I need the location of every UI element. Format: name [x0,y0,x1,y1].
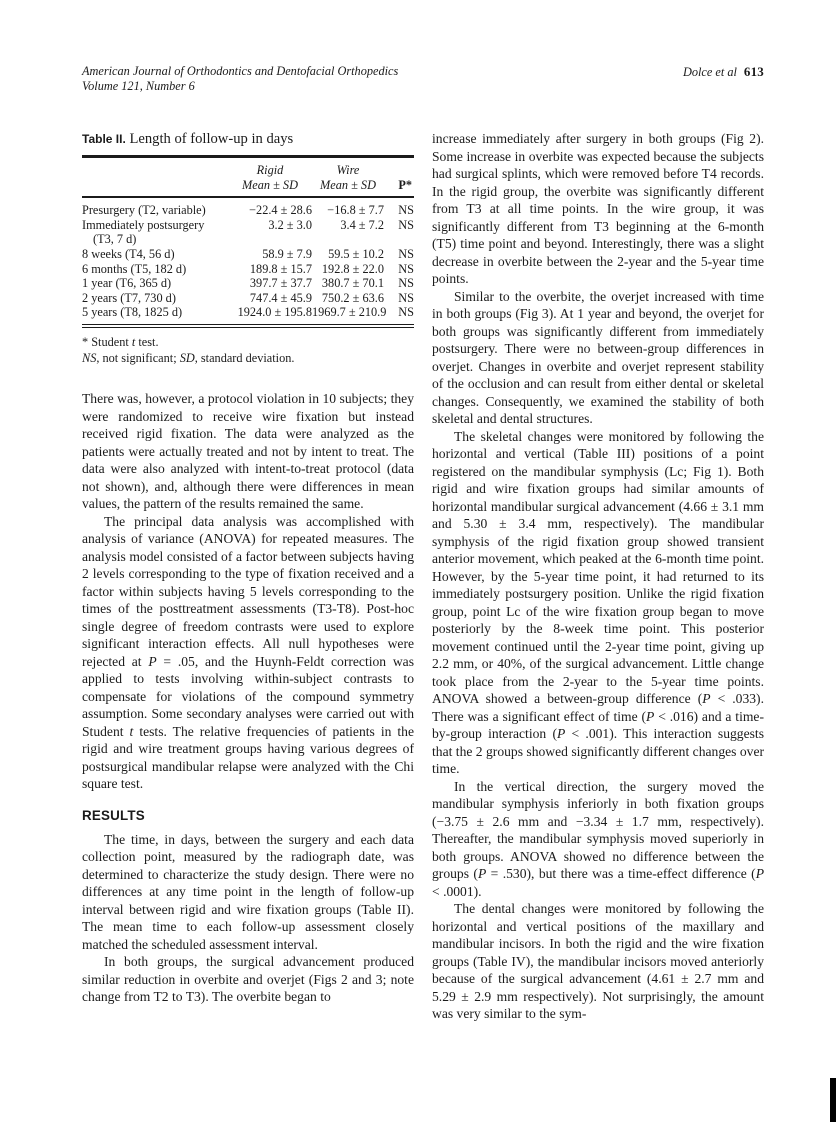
running-authors: Dolce et al [682,65,737,79]
cell-rigid-mean-sd: 3.2 ± 3.0 [268,217,312,232]
cell-rigid-mean-sd: 1924.0 ± 195.8 [237,305,312,320]
header-spacer [82,157,228,178]
page-number: 613 [743,64,764,79]
paragraph: The time, in days, between the surgery and each data collection point, measured by the radiograph date, was determined to characterize the study design. There were no differences at any time point in the length of follow-up interval between rigid and wire fixation groups (Table II). The mean time to each follow-up assessment closely matched the scheduled assessment interval. [82,831,414,952]
paragraph: The dental changes were monitored by following the horizontal and vertical positions of the maxillary and mandibular incisors. In both the rigid and the wire fixation groups (Table IV), the mandibular incisors moved anteriorly because of the surgical advancement (4.61 ± 2.7 mm and 5.29 ± 2.9 mm respectively). Not surprisingly, the amount was very similar to the sym- [432,901,764,1021]
cell-wire-mean-sd: 192.8 ± 22.0 [321,261,384,276]
column-header-p: P* [384,178,414,198]
table-block [82,130,414,366]
journal-name: American Journal of Orthodontics and Dentofacial Orthopedics [82,64,399,78]
table-row [82,291,414,306]
cell-timepoint: 6 months (T5, 182 d) [82,261,187,276]
table-title [82,130,414,148]
header-spacer [384,157,414,178]
cell-p-value: NS [398,261,414,276]
cell-timepoint: 5 years (T8, 1825 d) [82,305,183,320]
running-head-left [82,64,398,94]
cell-wire-mean-sd: −16.8 ± 7.7 [327,203,384,218]
table-header [82,157,414,198]
cell-rigid-mean-sd: 189.8 ± 15.7 [249,261,312,276]
table-footnotes [82,335,414,366]
cell-wire-mean-sd: 59.5 ± 10.2 [328,246,384,261]
page-content [82,64,764,1023]
table-row [82,197,414,218]
section-heading: RESULTS [82,807,145,823]
two-column-body [82,130,764,1023]
paragraph: In both groups, the surgical advancement produced similar reduction in overbite and overjet (Figs 2 and 3; note change from T2 to T3). The overbite began to [82,954,414,1005]
paragraph: increase immediately after surgery in both groups (Fig 2). Some increase in overbite was expected because the subjects had surgical splints, which were removed before T4 records. In the rigid group, the overbite was significantly different from T3 at all time points. In the wire group, it was significantly different from T3 beginning at the 6-month (T5) time point and beyond. Interestingly, there was a slight decrease in overbite between the 2-year and the 5-year time points. [432,131,764,286]
cell-wire-mean-sd: 3.4 ± 7.2 [340,217,384,232]
cell-p-value: NS [398,217,414,232]
table-row [82,305,414,326]
paragraph: In the vertical direction, the surgery moved the mandibular symphysis inferiorly in both fixation groups (−3.75 ± 2.6 mm and −3.34 ± 1.7 mm, respectively). Thereafter, the mandibular symphysis moved superiorly in both groups. ANOVA showed no difference between the groups (P = .530), but there was a time-effect difference (P < .0001). [432,778,764,899]
cell-rigid-mean-sd: 747.4 ± 45.9 [249,290,312,305]
cell-timepoint: 1 year (T6, 365 d) [82,276,172,291]
cell-wire-mean-sd: 1969.7 ± 210.9 [312,305,387,320]
column-subheader-wire: Mean ± SD [312,178,384,198]
cell-p-value: NS [398,203,414,218]
table-row [82,218,414,247]
cell-rigid-mean-sd: −22.4 ± 28.6 [249,203,312,218]
table-label: Table II. [82,132,126,146]
table-footnote: NS, not significant; SD, standard deviation. [82,350,295,365]
cell-timepoint: 8 weeks (T4, 56 d) [82,246,175,261]
right-column-text [432,130,764,1023]
cell-p-value: NS [398,246,414,261]
cell-timepoint: Immediately postsurgery (T3, 7 d) [82,217,205,247]
cell-timepoint: Presurgery (T2, variable) [82,203,206,218]
volume-line: Volume 121, Number 6 [82,79,195,93]
scan-artifact-mark [830,1078,836,1122]
table-row [82,276,414,291]
header-spacer [82,178,228,198]
left-column [82,130,414,1023]
cell-p-value: NS [398,305,414,320]
paragraph: Similar to the overbite, the overjet increased with time in both groups (Fig 3). At 1 year and beyond, the overjet for both groups was significantly different from immediately postsurgery. There were no between-group differences in overjet. Changes in overbite and overjet represent stability of the occlusion and can result from either dental or skeletal changes. Consequently, we examined the stability of both skeletal and dental structures. [432,288,764,426]
right-column [432,130,764,1023]
running-head [82,64,764,94]
cell-wire-mean-sd: 380.7 ± 70.1 [321,276,384,291]
column-subheader-rigid: Mean ± SD [228,178,312,198]
table-row [82,247,414,262]
cell-p-value: NS [398,276,414,291]
data-table [82,155,414,328]
cell-rigid-mean-sd: 397.7 ± 37.7 [249,276,312,291]
paragraph: The principal data analysis was accomplished with analysis of variance (ANOVA) for repeated measures. The analysis model consisted of a factor between subjects having 2 levels corresponding to the type of fixation received and a factor within subjects having 5 levels corresponding to the times of the posttreatment assessments (T3-T8). Post-hoc single degree of freedom contrasts were used to explore significant interaction effects. All null hypotheses were rejected at P = .05, and the Huynh-Feldt correction was applied to tests involving within-subject contrasts to compensate for violations of the compound symmetry assumption. Some secondary analyses were carried out with Student t tests. The relative frequencies of patients in the rigid and wire treatment groups having various degrees of postsurgical mandibular relapse were analyzed with the Chi square test. [82,513,415,792]
column-header-rigid: Rigid [256,163,284,177]
table-row [82,262,414,277]
cell-rigid-mean-sd: 58.9 ± 7.9 [262,246,312,261]
running-head-right [683,64,764,80]
paragraph: The skeletal changes were monitored by following the horizontal and vertical (Table III) positions of a point registered on the mandibular symphysis (Lc; Fig 1). Both rigid and wire fixation groups had similar amounts of horizontal mandibular surgical advancement (4.66 ± 3.1 mm and 5.30 ± 3.4 mm, respectively). The mandibular symphysis of the rigid fixation group showed transient anterior movement, which peaked at the 6-month time point. However, by the 5-year time point, it had returned to its immediately postsurgery position. Unlike the rigid fixation group, point Lc of the wire fixation group began to move posteriorly by the 8-week time point. This posterior movement continued until the 2-year time point, giving up 2.2 mm, or 40%, of the surgical advancement. Little change took place from the 2-year to the 5-year time points. ANOVA showed a between-group difference (P < .033). There was a significant effect of time (P < .016) and a time-by-group interaction (P < .001). This interaction suggests that the 2 groups showed significantly different changes over time. [432,428,764,776]
table-body [82,197,414,326]
table-footnote: * Student t test. [82,334,159,349]
table-title-text: Length of follow-up in days [129,131,294,147]
paragraph: There was, however, a protocol violation in 10 subjects; they were randomized to receive wire fixation but instead received rigid fixation. The data were analyzed as the patients were actually treated and not by intent to treat. The data were also analyzed with intent-to-treat protocol (data not shown), and, although there were differences in mean values, the pattern of the results remained the same. [82,391,414,512]
cell-timepoint: 2 years (T7, 730 d) [82,290,176,305]
cell-p-value: NS [398,290,414,305]
cell-wire-mean-sd: 750.2 ± 63.6 [321,290,384,305]
left-column-text [82,390,414,1006]
column-header-wire: Wire [336,163,360,177]
